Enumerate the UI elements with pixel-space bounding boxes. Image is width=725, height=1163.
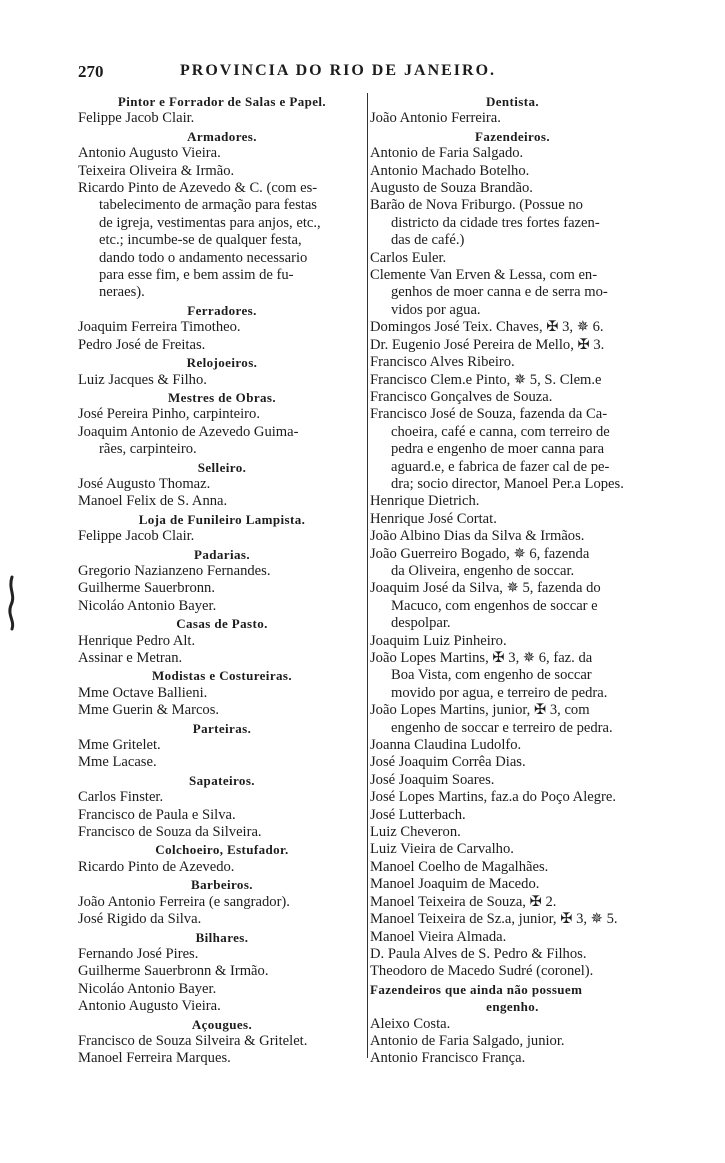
directory-entry: Joanna Claudina Ludolfo. <box>370 737 522 754</box>
margin-ink-mark <box>6 575 18 631</box>
entry-continuation: engenho de soccar e terreiro de pedra. <box>391 719 613 736</box>
directory-entry: Augusto de Souza Brandão. <box>370 180 533 197</box>
entry-continuation: Macuco, com engenhos de soccar e <box>391 597 598 614</box>
entry-continuation: pedra e engenho de moer canna para <box>391 441 605 458</box>
directory-entry: Joaquim Antonio de Azevedo Guima- <box>78 423 299 440</box>
directory-entry: Manoel Felix de S. Anna. <box>78 493 228 510</box>
directory-entry: Luiz Vieira de Carvalho. <box>370 841 514 858</box>
directory-entry: Gregorio Nazianzeno Fernandes. <box>78 562 271 579</box>
directory-entry: João Lopes Martins, ✠ 3, ✵ 6, faz. da <box>370 650 593 666</box>
directory-entry: Luiz Cheveron. <box>370 824 461 841</box>
directory-entry: João Lopes Martins, junior, ✠ 3, com <box>370 702 590 719</box>
directory-entry: Antonio Machado Botelho. <box>370 162 530 179</box>
directory-entry: Antonio Augusto Vieira. <box>78 998 221 1015</box>
section-heading: Loja de Funileiro Lampista. <box>138 511 306 527</box>
entry-continuation: etc.; incumbe-se de qualquer festa, <box>99 232 302 249</box>
section-heading: engenho. <box>486 999 539 1015</box>
entry-continuation: Boa Vista, com engenho de soccar <box>391 667 592 684</box>
directory-entry: José Augusto Thomaz. <box>78 475 211 492</box>
section-heading: Sapateiros. <box>189 772 255 788</box>
directory-entry: Nicoláo Antonio Bayer. <box>78 980 217 997</box>
directory-entry: Manoel Teixeira de Souza, ✠ 2. <box>370 893 557 910</box>
directory-entry: Ricardo Pinto de Azevedo. <box>78 858 235 875</box>
directory-entry: Antonio de Faria Salgado, junior. <box>370 1032 565 1049</box>
section-heading: Bilhares. <box>195 929 249 945</box>
directory-entry: Assinar e Metran. <box>78 650 183 666</box>
entry-continuation: neraes). <box>99 284 145 301</box>
section-heading: Fazendeiros. <box>475 128 550 144</box>
directory-entry: Nicoláo Antonio Bayer. <box>78 597 217 614</box>
entry-continuation: para esse fim, e bem assim de fu- <box>99 267 294 284</box>
directory-entry: José Lopes Martins, faz.a do Poço Alegre. <box>370 789 617 806</box>
entry-continuation: aguard.e, e fabrica de fazer cal de pe- <box>391 458 610 475</box>
section-heading: Selleiro. <box>197 459 247 475</box>
directory-entry: Mme Lacase. <box>78 754 157 771</box>
column-divider <box>367 93 368 1058</box>
directory-entry: Manoel Ferreira Marques. <box>78 1050 231 1067</box>
directory-entry: Joaquim Luiz Pinheiro. <box>370 632 507 649</box>
page-number: 270 <box>78 62 104 81</box>
section-heading: Mestres de Obras. <box>167 389 276 405</box>
section-heading: Casas de Pasto. <box>176 616 268 632</box>
directory-entry: Carlos Finster. <box>78 789 164 806</box>
section-heading: Modistas e Costureiras. <box>151 668 293 684</box>
entry-continuation: rães, carpinteiro. <box>99 441 197 458</box>
section-heading: Ferradores. <box>187 302 257 318</box>
directory-entry: Guilherme Sauerbronn & Irmão. <box>78 963 269 980</box>
directory-entry: Felippe Jacob Clair. <box>78 528 195 545</box>
directory-entry: Francisco Alves Ribeiro. <box>370 354 515 371</box>
directory-entry: Joaquim Ferreira Timotheo. <box>78 319 241 336</box>
entry-continuation: da Oliveira, engenho de soccar. <box>391 562 575 579</box>
directory-entry: Joaquim José da Silva, ✵ 5, fazenda do <box>370 580 601 597</box>
section-heading: Colchoeiro, Estufador. <box>155 842 289 858</box>
entry-continuation: vidos por agua. <box>391 301 481 318</box>
entry-continuation: genhos de moer canna e de serra mo- <box>391 284 608 301</box>
section-heading: Armadores. <box>187 128 257 144</box>
directory-entry: Manoel Vieira Almada. <box>370 928 507 945</box>
directory-entry: Domingos José Teix. Chaves, ✠ 3, ✵ 6. <box>370 319 604 336</box>
entry-continuation: districto da cidade tres fortes fazen- <box>391 214 600 231</box>
directory-entry: Felippe Jacob Clair. <box>78 110 195 127</box>
directory-entry: Henrique José Cortat. <box>370 510 497 527</box>
section-heading: Barbeiros. <box>191 877 253 893</box>
directory-entry: José Rigido da Silva. <box>78 911 202 928</box>
directory-entry: Mme Octave Ballieni. <box>78 684 208 701</box>
section-heading: Dentista. <box>485 94 540 109</box>
directory-entry: Antonio Francisco França. <box>370 1050 526 1067</box>
directory-entry: Francisco Clem.e Pinto, ✵ 5, S. Clem.e <box>370 371 602 388</box>
section-heading: Pintor e Forrador de Salas e Papel. <box>117 94 327 109</box>
section-heading: Parteiras. <box>192 720 252 736</box>
entry-continuation: movido por agua, e terreiro de pedra. <box>391 684 608 701</box>
directory-entry: Pedro José de Freitas. <box>78 336 206 353</box>
directory-entry: Francisco de Souza da Silveira. <box>78 824 262 841</box>
directory-entry: Aleixo Costa. <box>370 1015 451 1032</box>
section-heading: Açougues. <box>191 1016 253 1032</box>
directory-entry: Dr. Eugenio José Pereira de Mello, ✠ 3. <box>370 336 605 353</box>
directory-entry: Mme Guerin & Marcos. <box>78 702 220 719</box>
entry-continuation: dando todo o andamento necessario <box>99 249 308 266</box>
directory-entry: Ricardo Pinto de Azevedo & C. (com es- <box>78 180 318 197</box>
page-header <box>78 62 658 84</box>
directory-entry: Theodoro de Macedo Sudré (coronel). <box>370 963 594 980</box>
entry-continuation: das de café.) <box>391 232 465 249</box>
directory-entry: José Pereira Pinho, carpinteiro. <box>78 406 260 423</box>
directory-entry: Carlos Euler. <box>370 249 447 266</box>
section-heading: Padarias. <box>194 546 250 562</box>
entry-continuation: despolpar. <box>391 615 451 632</box>
directory-entry: Francisco Gonçalves de Souza. <box>370 388 553 405</box>
directory-entry: Antonio Augusto Vieira. <box>78 145 221 162</box>
directory-entry: Francisco José de Souza, fazenda da Ca- <box>370 406 608 423</box>
directory-entry: Guilherme Sauerbronn. <box>78 580 215 597</box>
entry-continuation: dra; socio director, Manoel Per.a Lopes. <box>391 475 624 492</box>
directory-entry: Barão de Nova Friburgo. (Possue no <box>370 197 583 214</box>
directory-entry: João Guerreiro Bogado, ✵ 6, fazenda <box>370 545 590 562</box>
directory-entry: Manoel Coelho de Magalhães. <box>370 858 549 875</box>
page-title: PROVINCIA DO RIO DE JANEIRO. <box>180 62 497 79</box>
entry-continuation: de igreja, vestimentas para anjos, etc., <box>99 214 321 231</box>
entry-continuation: choeira, café e canna, com terreiro de <box>391 423 610 440</box>
section-heading: Fazendeiros que ainda não possuem <box>370 981 583 997</box>
directory-entry: Fernando José Pires. <box>78 945 199 962</box>
directory-entry: Antonio de Faria Salgado. <box>370 145 524 162</box>
directory-entry: João Antonio Ferreira. <box>370 110 501 127</box>
directory-entry: Mme Gritelet. <box>78 737 161 754</box>
directory-entry: Henrique Pedro Alt. <box>78 632 196 649</box>
directory-entry: João Albino Dias da Silva & Irmãos. <box>370 528 585 545</box>
directory-entry: Henrique Dietrich. <box>370 493 480 510</box>
directory-entry: Francisco de Souza Silveira & Gritelet. <box>78 1032 308 1049</box>
directory-entry: Teixeira Oliveira & Irmão. <box>78 162 235 179</box>
directory-entry: Manoel Joaquim de Macedo. <box>370 876 540 893</box>
directory-entry: José Joaquim Soares. <box>370 771 495 788</box>
directory-entry: Manoel Teixeira de Sz.a, junior, ✠ 3, ✵ 5. <box>370 911 618 928</box>
directory-entry: João Antonio Ferreira (e sangrador). <box>78 893 290 910</box>
entry-continuation: tabelecimento de armação para festas <box>99 197 317 214</box>
directory-entry: Clemente Van Erven & Lessa, com en- <box>370 267 598 284</box>
directory-entry: D. Paula Alves de S. Pedro & Filhos. <box>370 945 587 962</box>
directory-entry: Francisco de Paula e Silva. <box>78 806 236 823</box>
directory-entry: Luiz Jacques & Filho. <box>78 371 207 388</box>
directory-entry: José Joaquim Corrêa Dias. <box>370 754 526 771</box>
section-heading: Relojoeiros. <box>186 355 258 371</box>
directory-entry: José Lutterbach. <box>370 806 466 823</box>
right-column <box>370 93 655 1068</box>
left-column <box>78 93 366 1068</box>
